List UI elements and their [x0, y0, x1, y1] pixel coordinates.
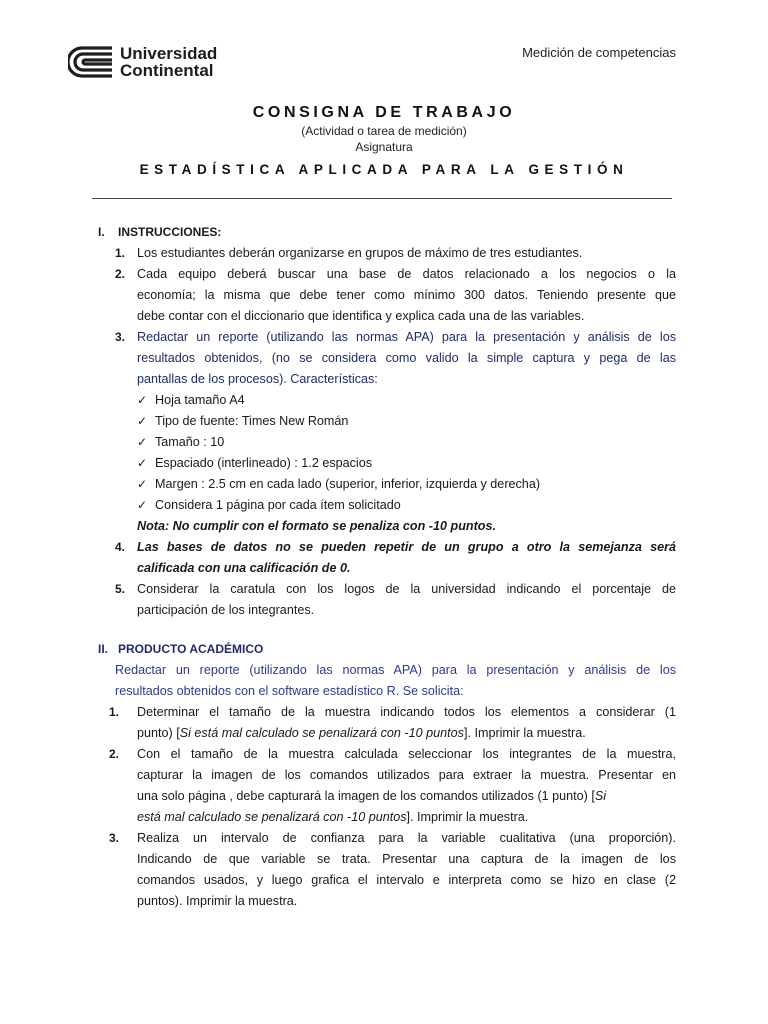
- course-name: ESTADÍSTICA APLICADA PARA LA GESTIÓN: [139, 162, 629, 177]
- format-requirement: Tamaño : 10: [155, 435, 225, 449]
- product-item-3-line: Indicando de que variable se trata. Presentar una captura de la imagen de los: [137, 852, 676, 866]
- instruction-3-line: Redactar un reporte (utilizando las normas APA) para la presentación y análisis de los: [137, 330, 676, 344]
- product-item-1-line: Determinar el tamaño de la muestra indicando todos los elementos a considerar (1: [137, 705, 676, 719]
- instruction-3-line: resultados obtenidos, (no se considera como valido la simple captura y pega de las: [137, 351, 676, 365]
- section-2-number: II.: [98, 642, 109, 656]
- instruction-2-line: economía; la misma que debe tener como mínimo 300 datos. Teniendo presente que: [137, 288, 676, 302]
- logo-mark-icon: [68, 44, 114, 80]
- instruction-2-line: Cada equipo deberá buscar una base de datos relacionado a los negocios o la: [137, 267, 676, 281]
- product-intro-line: resultados obtenidos con el software estadístico R. Se solicita:: [115, 684, 464, 698]
- product-item-1-line: punto) [Si está mal calculado se penalizará con -10 puntos]. Imprimir la muestra.: [137, 726, 586, 740]
- item-number: 1.: [115, 246, 126, 260]
- product-item-2-line: una solo página , debe capturará la imagen de los comandos utilizados (1 punto) [Si: [137, 789, 607, 803]
- instruction-5-line: Considerar la caratula con los logos de la universidad indicando el porcentaje de: [137, 582, 676, 596]
- product-item-3-line: Realiza un intervalo de confianza para la variable cualitativa (una proporción).: [137, 831, 676, 845]
- product-item-3-line: puntos). Imprimir la muestra.: [137, 894, 298, 908]
- section-1-number: I.: [98, 225, 105, 239]
- section-2-heading: PRODUCTO ACADÉMICO: [118, 642, 264, 656]
- item-number: 2.: [115, 267, 126, 281]
- format-requirement: Espaciado (interlineado) : 1.2 espacios: [155, 456, 373, 470]
- instruction-4-line: Las bases de datos no se pueden repetir de un grupo a otro la semejanza será: [137, 540, 676, 554]
- checkmark-icon: ✓: [137, 456, 148, 470]
- product-item-2-line: capturar la imagen de los comandos utilizados para extraer la muestra. Presentar en: [137, 768, 676, 782]
- instruction-3-line: pantallas de los procesos). Características:: [137, 372, 378, 386]
- checkmark-icon: ✓: [137, 435, 148, 449]
- format-requirement: Considera 1 página por cada ítem solicitado: [155, 498, 401, 512]
- instruction-4-line: calificada con una calificación de 0.: [137, 561, 351, 575]
- header-label: Medición de competencias: [522, 45, 676, 60]
- item-number: 3.: [115, 330, 126, 344]
- instruction-5-line: participación de los integrantes.: [137, 603, 315, 617]
- item-number: 1.: [109, 705, 120, 719]
- subtitle-activity: (Actividad o tarea de medición): [301, 124, 467, 138]
- item-number: 2.: [109, 747, 120, 761]
- university-logo: [68, 44, 217, 80]
- document-title: CONSIGNA DE TRABAJO: [252, 104, 516, 121]
- checkmark-icon: ✓: [137, 393, 148, 407]
- checkmark-icon: ✓: [137, 498, 148, 512]
- instruction-2-line: debe contar con el diccionario que identifica y explica cada una de las variables.: [137, 309, 585, 323]
- logo-text: Universidad Continental: [120, 44, 218, 80]
- format-requirement: Tipo de fuente: Times New Román: [155, 414, 349, 428]
- checkmark-icon: ✓: [137, 477, 148, 491]
- item-number: 4.: [115, 540, 126, 554]
- item-number: 3.: [109, 831, 120, 845]
- section-1-heading: INSTRUCCIONES:: [118, 225, 222, 239]
- instruction-1: Los estudiantes deberán organizarse en grupos de máximo de tres estudiantes.: [137, 246, 583, 260]
- subtitle-subject: Asignatura: [355, 140, 413, 154]
- checkmark-icon: ✓: [137, 414, 148, 428]
- product-item-2-line: está mal calculado se penalizará con -10 puntos]. Imprimir la muestra.: [137, 810, 529, 824]
- format-requirement: Hoja tamaño A4: [155, 393, 245, 407]
- product-item-2-line: Con el tamaño de la muestra calculada seleccionar los integrantes de la muestra,: [137, 747, 676, 761]
- product-item-3-line: comandos usados, y luego grafica el intervalo e interpreta como se hizo en clase (2: [137, 873, 676, 887]
- product-intro-line: Redactar un reporte (utilizando las normas APA) para la presentación y análisis de los: [115, 663, 676, 677]
- format-penalty-note: Nota: No cumplir con el formato se penaliza con -10 puntos.: [137, 519, 496, 533]
- format-requirement: Margen : 2.5 cm en cada lado (superior, inferior, izquierda y derecha): [155, 477, 541, 491]
- divider: [92, 198, 672, 199]
- item-number: 5.: [115, 582, 126, 596]
